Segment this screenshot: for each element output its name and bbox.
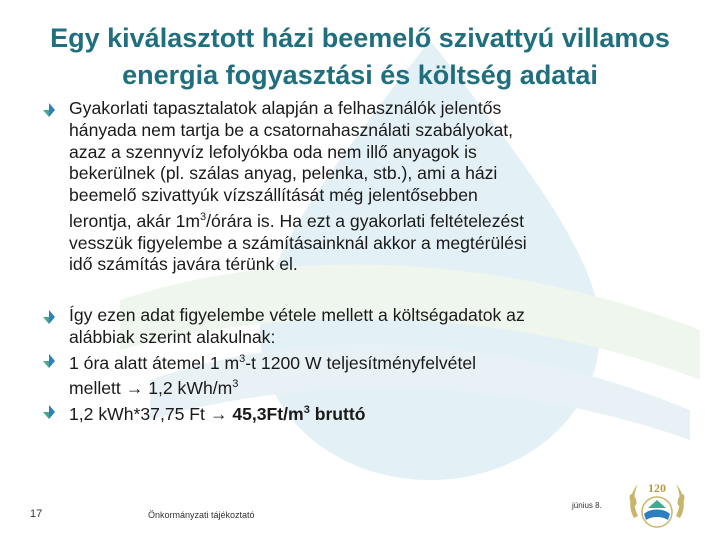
page-number: 17 <box>30 508 43 520</box>
bullet-3-sup-1: 3 <box>239 352 246 365</box>
bullet-4-bold-post: bruttó <box>309 404 366 424</box>
bullet-1-line-8: idő számítás javára térünk el. <box>69 254 298 275</box>
bullet-item-4 <box>40 400 680 426</box>
bullet-1-line-5: beemelő szivattyúk vízszállítását még jelentősebben <box>69 185 478 206</box>
bullet-1-line-2: hányada nem tartja be a csatornahasználati szabályokat, <box>69 119 514 140</box>
bullet-1-line-6-pre: lerontja, akár 1m <box>69 210 201 231</box>
bullet-3-mid: -t 1200 W teljesítményfelvétel <box>245 352 477 373</box>
bullet-1-line-4: bekerülnek (pl. szálas anyag, pelenka, stb.), ami a házi <box>69 163 498 184</box>
bullet-droplet-icon <box>43 354 55 368</box>
logo-number: 120 <box>648 481 666 495</box>
title-line-2: energia fogyasztási és költség adatai <box>122 60 598 90</box>
bullet-item-3 <box>40 349 680 400</box>
footer-date: június 8. <box>572 501 602 510</box>
bullet-3-line-2: mellett → 1,2 kWh/m <box>69 378 233 399</box>
bullet-1-line-6-post: /órára is. Ha ezt a gyakorlati feltételezést <box>206 210 524 231</box>
bullet-1-sup: 3 <box>200 210 207 223</box>
bullet-droplet-icon <box>43 103 55 117</box>
bullet-3-sup-2: 3 <box>232 378 239 391</box>
bullet-item-2 <box>40 305 680 349</box>
slide-content <box>40 98 680 426</box>
bullet-3-pre: 1 óra alatt átemel 1 m <box>69 352 240 373</box>
bullet-droplet-icon <box>43 405 55 419</box>
bullet-1-line-3: azaz a szennyvíz lefolyókba oda nem illő anyagok is <box>69 141 477 162</box>
footer-organization: Önkormányzati tájékoztató <box>148 510 255 520</box>
bullet-4-result <box>232 404 365 424</box>
slide-title <box>30 20 690 94</box>
bullet-1-line-7: vesszük figyelembe a számításainknál akkor a megtérülési <box>69 232 527 253</box>
bullet-2-line-2: alábbiak szerint alakulnak: <box>69 327 276 348</box>
bullet-droplet-icon <box>43 310 55 324</box>
anniversary-logo <box>624 472 690 538</box>
bullet-2-line-1: Így ezen adat figyelembe vétele mellett a költségadatok az <box>69 305 525 326</box>
bullet-4-sup: 3 <box>303 404 310 417</box>
bullet-item-1 <box>40 98 680 276</box>
bullet-4-bold: 45,3Ft/m <box>232 404 304 424</box>
bullet-4-pre: 1,2 kWh*37,75 Ft → <box>69 404 233 424</box>
title-line-1: Egy kiválasztott házi beemelő szivattyú villamos <box>50 23 670 53</box>
bullet-1-line-1: Gyakorlati tapasztalatok alapján a felhasználók jelentős <box>69 98 502 118</box>
